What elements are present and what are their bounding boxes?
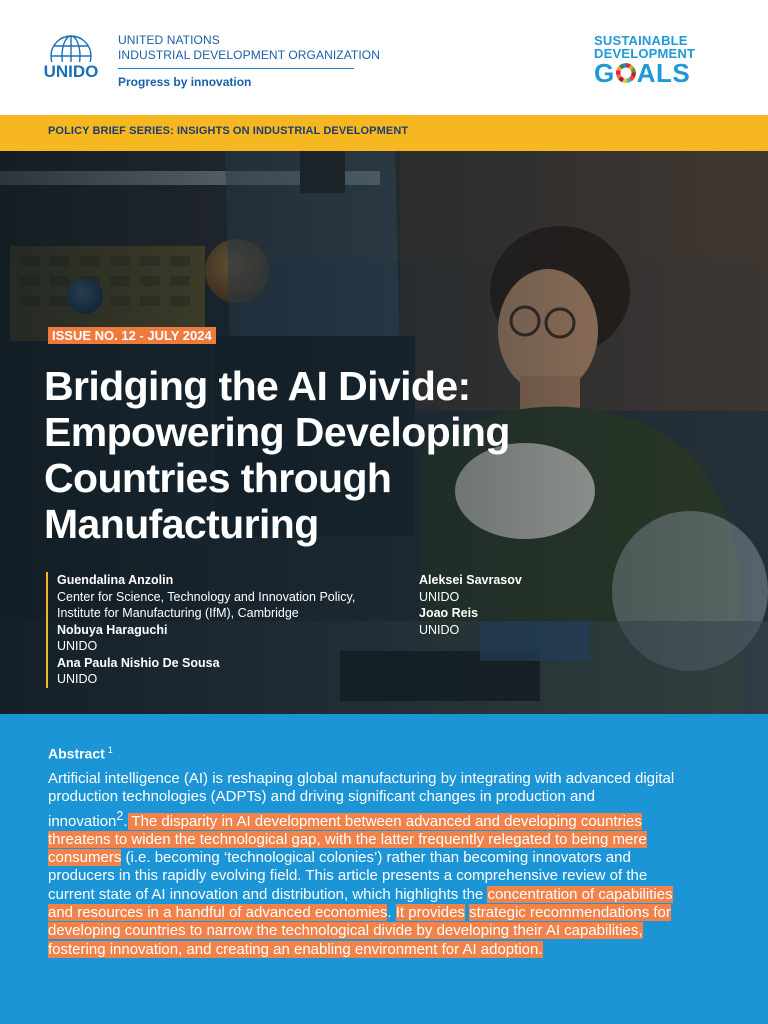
author-affiliation: UNIDO — [57, 639, 98, 653]
footnote-marker: 1 — [107, 745, 113, 755]
abstract-segment: (i.e. becoming ‘technological colonies’) rather than becoming innovators and producers in this rapidly evolving field. This article presents a comprehensive review of the current state of AI innovation and distribution, which highlights the — [48, 849, 648, 903]
author-affiliation: Institute for Manufacturing (IfM), Cambridge — [57, 606, 299, 620]
abstract-highlight: It provides — [395, 904, 465, 922]
abstract-highlight: The disparity in AI development between advanced and developing countries threatens to widen the technological gap, with the latter frequently relegated to being mere consumers — [48, 812, 647, 867]
abstract-heading — [48, 745, 113, 762]
footnote-marker: 2 — [116, 808, 124, 823]
abstract-highlight: concentration of capabilities and resources in a handful of advanced economies — [48, 885, 673, 922]
org-divider — [118, 68, 354, 69]
page-title — [44, 363, 604, 547]
abstract-segment: . — [123, 812, 128, 830]
org-tagline: Progress by innovation — [118, 75, 252, 89]
sdg-logo — [594, 34, 695, 86]
author-name: Aleksei Savrasov — [419, 573, 522, 587]
author-name: Joao Reis — [419, 606, 479, 620]
abstract-section — [0, 714, 768, 1024]
sdg-line1: SUSTAINABLE — [594, 33, 688, 48]
issue-badge: ISSUE NO. 12 - JULY 2024 — [48, 327, 216, 344]
series-band — [0, 115, 768, 151]
sdg-goals-g: G — [594, 58, 615, 88]
title-line: Countries through — [44, 455, 392, 501]
authors-left — [46, 572, 355, 688]
sdg-line2: DEVELOPMENT — [594, 46, 696, 61]
author-name: Ana Paula Nishio De Sousa — [57, 655, 220, 670]
abstract-segment: . — [387, 904, 396, 922]
series-title: POLICY BRIEF SERIES: INSIGHTS ON INDUSTRIAL DEVELOPMENT — [48, 125, 409, 137]
header — [0, 0, 768, 115]
org-line2: INDUSTRIAL DEVELOPMENT ORGANIZATION — [118, 48, 380, 62]
org-line1: UNITED NATIONS — [118, 33, 220, 47]
svg-text:UNIDO: UNIDO — [43, 62, 99, 81]
title-line: Manufacturing — [44, 501, 319, 547]
abstract-heading-text: Abstract — [48, 745, 105, 762]
title-line: Empowering Developing — [44, 409, 510, 455]
hero-section — [0, 151, 768, 714]
abstract-body — [48, 770, 678, 959]
sdg-goals-rest: ALS — [636, 58, 691, 88]
author-affiliation: UNIDO — [57, 672, 98, 686]
authors-right — [419, 572, 522, 638]
abstract-segment: Artificial intelligence (AI) is reshaping global manufacturing by integrating with advanced digital production technologies (ADPTs) and driving significant changes in production and innovation — [48, 770, 675, 830]
title-line: Bridging the AI Divide: — [44, 363, 471, 409]
sdg-wheel-icon — [616, 63, 636, 83]
author-name: Nobuya Haraguchi — [57, 622, 168, 637]
abstract-highlight: strategic recommendations for developing countries to narrow the technological divide by developing their AI capabilities, fostering innovation, and creating an enabling environment for AI adoption. — [48, 904, 671, 958]
sdg-goals — [594, 60, 695, 86]
org-block — [118, 33, 380, 89]
author-name: Guendalina Anzolin — [57, 573, 174, 587]
author-affiliation: UNIDO — [419, 622, 460, 637]
author-affiliation: UNIDO — [419, 589, 460, 604]
unido-logo-icon — [36, 34, 106, 86]
author-affiliation: Center for Science, Technology and Innovation Policy, — [57, 589, 356, 604]
